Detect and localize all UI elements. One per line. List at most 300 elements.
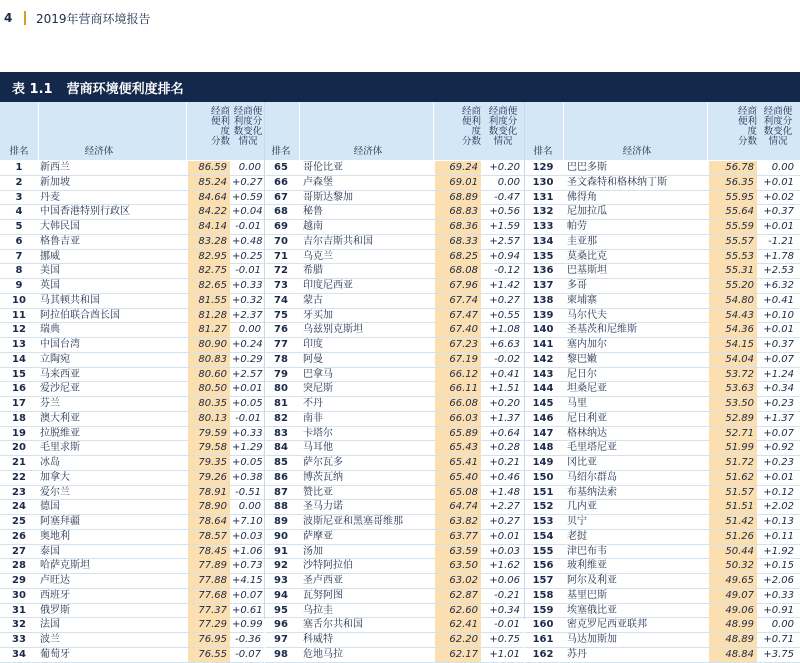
change-cell: +0.61 bbox=[232, 604, 263, 616]
rank-cell: 161 bbox=[532, 634, 554, 645]
economy-cell: 巴基斯坦 bbox=[567, 265, 607, 277]
change-cell: +2.57 bbox=[232, 368, 263, 380]
score-cell: 63.59 bbox=[435, 545, 481, 559]
economy-cell: 黎巴嫩 bbox=[567, 353, 597, 365]
rank-cell: 152 bbox=[532, 501, 554, 513]
rank-cell: 70 bbox=[274, 235, 288, 247]
table-row bbox=[265, 250, 524, 265]
economy-cell: 印度尼西亚 bbox=[303, 280, 353, 291]
table-row bbox=[0, 353, 264, 368]
rank-cell: 33 bbox=[12, 634, 26, 645]
table-row bbox=[265, 264, 524, 279]
score-cell: 56.35 bbox=[709, 176, 757, 190]
change-cell: +2.53 bbox=[763, 265, 794, 277]
score-cell: 77.68 bbox=[188, 589, 230, 603]
rank-cell: 98 bbox=[274, 648, 288, 660]
rank-cell: 88 bbox=[274, 501, 288, 513]
table-title: 营商环境便利度排名 bbox=[66, 81, 184, 97]
score-cell: 53.63 bbox=[709, 382, 757, 396]
score-cell: 67.74 bbox=[435, 294, 481, 308]
economy-cell: 奥地利 bbox=[40, 530, 70, 542]
table-row bbox=[0, 161, 264, 176]
economy-cell: 多哥 bbox=[567, 280, 587, 291]
economy-cell: 乌克兰 bbox=[303, 250, 333, 262]
economy-cell: 加拿大 bbox=[40, 471, 70, 483]
economy-cell: 蒙古 bbox=[303, 294, 323, 306]
table-row bbox=[265, 456, 524, 471]
table-row bbox=[265, 309, 524, 324]
rank-cell: 75 bbox=[274, 309, 288, 321]
economy-cell: 冈比亚 bbox=[567, 457, 597, 468]
rank-cell: 147 bbox=[532, 427, 554, 439]
rank-cell: 146 bbox=[532, 412, 554, 424]
change-cell: +3.75 bbox=[763, 648, 794, 660]
table-rows bbox=[265, 161, 524, 663]
page-number: 4 bbox=[4, 11, 13, 25]
change-cell: -0.12 bbox=[494, 265, 520, 277]
score-cell: 53.72 bbox=[709, 368, 757, 382]
rank-cell: 142 bbox=[532, 353, 554, 365]
economy-cell: 法国 bbox=[40, 619, 60, 631]
score-cell: 51.62 bbox=[709, 471, 757, 485]
score-cell: 68.08 bbox=[435, 264, 481, 278]
economy-cell: 巴拿马 bbox=[303, 368, 333, 380]
change-cell: +0.01 bbox=[763, 176, 794, 188]
economy-cell: 毛里塔尼亚 bbox=[567, 442, 617, 454]
table-row bbox=[265, 412, 524, 427]
rank-cell: 11 bbox=[12, 309, 26, 321]
change-cell: +2.06 bbox=[763, 575, 794, 586]
rank-cell: 150 bbox=[532, 471, 554, 483]
rank-cell: 79 bbox=[274, 368, 288, 380]
economy-cell: 危地马拉 bbox=[303, 648, 343, 660]
rank-cell: 77 bbox=[274, 339, 288, 350]
score-cell: 67.47 bbox=[435, 309, 481, 323]
column-separator bbox=[264, 102, 265, 619]
economy-cell: 葡萄牙 bbox=[40, 648, 70, 660]
rank-cell: 160 bbox=[532, 619, 554, 631]
economy-cell: 尼日利亚 bbox=[567, 412, 607, 424]
change-cell: +0.03 bbox=[489, 545, 520, 557]
change-cell: +0.01 bbox=[763, 324, 794, 336]
score-cell: 66.03 bbox=[435, 412, 481, 426]
economy-cell: 尼加拉瓜 bbox=[567, 206, 607, 218]
change-cell: +0.02 bbox=[763, 191, 794, 203]
table-row bbox=[525, 545, 800, 560]
economy-cell: 马达加斯加 bbox=[567, 634, 617, 645]
economy-cell: 毛里求斯 bbox=[40, 442, 80, 454]
change-cell: +0.33 bbox=[763, 589, 794, 601]
table-row bbox=[525, 604, 800, 619]
change-cell: +0.27 bbox=[489, 516, 520, 527]
change-cell: +1.42 bbox=[489, 280, 520, 291]
rank-cell: 153 bbox=[532, 516, 554, 527]
score-cell: 67.96 bbox=[435, 279, 481, 293]
score-cell: 51.72 bbox=[709, 456, 757, 470]
rank-cell: 144 bbox=[532, 383, 554, 395]
score-cell: 55.20 bbox=[709, 279, 757, 293]
economy-cell: 牙买加 bbox=[303, 309, 333, 321]
table-row bbox=[525, 412, 800, 427]
economy-cell: 尼日尔 bbox=[567, 368, 597, 380]
table-row bbox=[525, 338, 800, 353]
table-row bbox=[265, 574, 524, 589]
ranking-table bbox=[0, 102, 800, 660]
score-cell: 77.37 bbox=[188, 604, 230, 618]
rank-cell: 158 bbox=[532, 589, 554, 601]
change-cell: +0.24 bbox=[232, 339, 263, 350]
change-cell: +0.34 bbox=[763, 383, 794, 395]
economy-cell: 挪威 bbox=[40, 250, 60, 262]
score-cell: 82.75 bbox=[188, 264, 230, 278]
economy-cell: 大韩民国 bbox=[40, 221, 80, 232]
change-cell: +2.02 bbox=[763, 501, 794, 513]
table-column-group bbox=[525, 102, 800, 660]
economy-cell: 圣马力诺 bbox=[303, 501, 343, 513]
economy-cell: 乌拉圭 bbox=[303, 604, 333, 616]
header-change: 经商便 利度分 数变化 情况 bbox=[488, 106, 518, 147]
economy-cell: 芬兰 bbox=[40, 398, 60, 409]
table-rows bbox=[0, 161, 264, 663]
change-cell: +0.48 bbox=[232, 235, 263, 247]
header-change: 经商便 利度分 数变化 情况 bbox=[233, 106, 263, 147]
header-score: 经商 便利 度 分数 bbox=[210, 106, 230, 147]
economy-cell: 阿曼 bbox=[303, 353, 323, 365]
table-row bbox=[0, 618, 264, 633]
change-cell: -0.01 bbox=[235, 221, 261, 232]
economy-cell: 莫桑比克 bbox=[567, 250, 607, 262]
score-cell: 78.57 bbox=[188, 530, 230, 544]
table-row bbox=[265, 589, 524, 604]
table-row bbox=[265, 604, 524, 619]
change-cell: +1.78 bbox=[763, 250, 794, 262]
score-cell: 78.91 bbox=[188, 486, 230, 500]
rank-cell: 72 bbox=[274, 265, 288, 277]
rank-cell: 29 bbox=[12, 575, 26, 586]
rank-cell: 138 bbox=[532, 294, 554, 306]
table-row bbox=[525, 633, 800, 648]
economy-cell: 波兰 bbox=[40, 634, 60, 645]
score-cell: 78.90 bbox=[188, 500, 230, 514]
economy-cell: 突尼斯 bbox=[303, 383, 333, 395]
economy-cell: 埃塞俄比亚 bbox=[567, 604, 617, 616]
score-cell: 55.31 bbox=[709, 264, 757, 278]
table-row bbox=[525, 191, 800, 206]
table-row bbox=[265, 633, 524, 648]
table-row bbox=[265, 235, 524, 250]
change-cell: +0.55 bbox=[489, 309, 520, 321]
score-cell: 53.50 bbox=[709, 397, 757, 411]
rank-cell: 89 bbox=[274, 516, 288, 527]
rank-cell: 22 bbox=[12, 471, 26, 483]
economy-cell: 拉脱维亚 bbox=[40, 427, 80, 439]
table-caption bbox=[0, 72, 800, 102]
economy-cell: 巴巴多斯 bbox=[567, 162, 607, 173]
table-row bbox=[525, 456, 800, 471]
score-cell: 54.43 bbox=[709, 309, 757, 323]
table-row bbox=[0, 500, 264, 515]
rank-cell: 130 bbox=[532, 176, 554, 188]
table-row bbox=[265, 441, 524, 456]
score-cell: 54.36 bbox=[709, 323, 757, 337]
change-cell: +6.32 bbox=[763, 280, 794, 291]
table-row bbox=[265, 220, 524, 235]
change-cell: +0.75 bbox=[489, 634, 520, 645]
score-cell: 48.99 bbox=[709, 618, 757, 632]
change-cell: +1.62 bbox=[489, 560, 520, 572]
score-cell: 78.64 bbox=[188, 515, 230, 529]
table-row bbox=[525, 515, 800, 530]
economy-cell: 德国 bbox=[40, 501, 60, 513]
change-cell: +0.23 bbox=[763, 457, 794, 468]
header-divider bbox=[186, 102, 187, 160]
table-row bbox=[525, 471, 800, 486]
score-cell: 82.95 bbox=[188, 250, 230, 264]
score-cell: 51.26 bbox=[709, 530, 757, 544]
table-row bbox=[525, 382, 800, 397]
rank-cell: 97 bbox=[274, 634, 288, 645]
change-cell: +0.64 bbox=[489, 427, 520, 439]
change-cell: +0.01 bbox=[763, 471, 794, 483]
table-row bbox=[0, 633, 264, 648]
economy-cell: 南非 bbox=[303, 412, 323, 424]
change-cell: +6.63 bbox=[489, 339, 520, 350]
economy-cell: 帕劳 bbox=[567, 221, 587, 232]
table-row bbox=[0, 545, 264, 560]
change-cell: +0.01 bbox=[489, 530, 520, 542]
score-cell: 55.53 bbox=[709, 250, 757, 264]
rank-cell: 132 bbox=[532, 206, 554, 218]
score-cell: 66.12 bbox=[435, 368, 481, 382]
score-cell: 78.45 bbox=[188, 545, 230, 559]
score-cell: 65.89 bbox=[435, 427, 481, 441]
change-cell: -0.01 bbox=[235, 412, 261, 424]
economy-cell: 老挝 bbox=[567, 530, 587, 542]
change-cell: +0.59 bbox=[232, 191, 263, 203]
change-cell: +7.10 bbox=[232, 516, 263, 527]
change-cell: +1.29 bbox=[232, 442, 263, 454]
score-cell: 62.60 bbox=[435, 604, 481, 618]
score-cell: 79.35 bbox=[188, 456, 230, 470]
economy-cell: 泰国 bbox=[40, 545, 60, 557]
change-cell: +0.07 bbox=[763, 427, 794, 439]
change-cell: +0.01 bbox=[232, 383, 263, 395]
economy-cell: 吉尔吉斯共和国 bbox=[303, 235, 373, 247]
change-cell: +1.37 bbox=[763, 412, 794, 424]
table-row bbox=[265, 294, 524, 309]
change-cell: 0.00 bbox=[238, 162, 261, 173]
table-number: 表 1.1 bbox=[12, 81, 53, 97]
table-row bbox=[265, 545, 524, 560]
economy-cell: 立陶宛 bbox=[40, 353, 70, 365]
change-cell: +0.33 bbox=[232, 427, 263, 439]
rank-cell: 32 bbox=[12, 619, 26, 631]
score-cell: 76.95 bbox=[188, 633, 230, 647]
economy-cell: 丹麦 bbox=[40, 191, 60, 203]
score-cell: 80.83 bbox=[188, 353, 230, 367]
table-row bbox=[265, 279, 524, 294]
table-row bbox=[0, 294, 264, 309]
score-cell: 55.64 bbox=[709, 205, 757, 219]
economy-cell: 爱尔兰 bbox=[40, 486, 70, 498]
rank-cell: 129 bbox=[532, 162, 554, 173]
score-cell: 49.06 bbox=[709, 604, 757, 618]
table-row bbox=[265, 515, 524, 530]
table-row bbox=[0, 191, 264, 206]
table-row bbox=[265, 161, 524, 176]
change-cell: +0.73 bbox=[232, 560, 263, 572]
table-row bbox=[525, 441, 800, 456]
change-cell: 0.00 bbox=[238, 324, 261, 336]
table-rows bbox=[525, 161, 800, 663]
change-cell: +2.27 bbox=[489, 501, 520, 513]
change-cell: 0.00 bbox=[771, 619, 794, 631]
rank-cell: 86 bbox=[274, 471, 288, 483]
table-column-group bbox=[0, 102, 264, 660]
table-row bbox=[265, 500, 524, 515]
economy-cell: 俄罗斯 bbox=[40, 604, 70, 616]
rank-cell: 10 bbox=[12, 294, 26, 306]
change-cell: +1.06 bbox=[232, 545, 263, 557]
economy-cell: 圣卢西亚 bbox=[303, 575, 343, 586]
economy-cell: 希腊 bbox=[303, 265, 323, 277]
rank-cell: 23 bbox=[12, 486, 26, 498]
economy-cell: 科威特 bbox=[303, 634, 333, 645]
change-cell: +0.38 bbox=[232, 471, 263, 483]
change-cell: +0.32 bbox=[232, 294, 263, 306]
change-cell: +0.33 bbox=[232, 280, 263, 291]
economy-cell: 阿塞拜疆 bbox=[40, 516, 80, 527]
change-cell: +0.11 bbox=[763, 530, 794, 542]
score-cell: 50.32 bbox=[709, 559, 757, 573]
economy-cell: 澳大利亚 bbox=[40, 412, 80, 424]
table-row bbox=[0, 604, 264, 619]
score-cell: 77.89 bbox=[188, 559, 230, 573]
table-row bbox=[265, 191, 524, 206]
change-cell: +0.21 bbox=[489, 457, 520, 468]
running-head-divider bbox=[24, 11, 26, 25]
rank-cell: 154 bbox=[532, 530, 554, 542]
economy-cell: 哈萨克斯坦 bbox=[40, 560, 90, 572]
table-row bbox=[265, 530, 524, 545]
rank-cell: 145 bbox=[532, 398, 554, 409]
column-separator bbox=[524, 102, 525, 619]
table-row bbox=[525, 309, 800, 324]
rank-cell: 66 bbox=[274, 176, 288, 188]
score-cell: 84.14 bbox=[188, 220, 230, 234]
change-cell: +1.24 bbox=[763, 368, 794, 380]
rank-cell: 85 bbox=[274, 457, 288, 468]
rank-cell: 134 bbox=[532, 235, 554, 247]
change-cell: +0.23 bbox=[763, 398, 794, 409]
score-cell: 80.13 bbox=[188, 412, 230, 426]
economy-cell: 坦桑尼亚 bbox=[567, 383, 607, 395]
economy-cell: 贝宁 bbox=[567, 516, 587, 527]
economy-cell: 卡塔尔 bbox=[303, 427, 333, 439]
change-cell: +1.01 bbox=[489, 648, 520, 660]
rank-cell: 78 bbox=[274, 353, 288, 365]
economy-cell: 中国台湾 bbox=[40, 339, 80, 350]
table-row bbox=[0, 235, 264, 250]
rank-cell: 17 bbox=[12, 398, 26, 409]
header-divider bbox=[38, 102, 39, 160]
table-header bbox=[265, 102, 524, 160]
rank-cell: 28 bbox=[12, 560, 26, 572]
change-cell: 0.00 bbox=[238, 501, 261, 513]
table-row bbox=[0, 456, 264, 471]
table-row bbox=[525, 220, 800, 235]
rank-cell: 156 bbox=[532, 560, 554, 572]
running-head-title: 2019年营商环境报告 bbox=[36, 11, 151, 26]
change-cell: +0.34 bbox=[489, 604, 520, 616]
rank-cell: 95 bbox=[274, 604, 288, 616]
economy-cell: 基里巴斯 bbox=[567, 589, 607, 601]
score-cell: 67.40 bbox=[435, 323, 481, 337]
table-row bbox=[0, 368, 264, 383]
table-row bbox=[0, 382, 264, 397]
change-cell: +0.41 bbox=[763, 294, 794, 306]
rank-cell: 71 bbox=[274, 250, 288, 262]
score-cell: 77.88 bbox=[188, 574, 230, 588]
score-cell: 62.87 bbox=[435, 589, 481, 603]
score-cell: 54.04 bbox=[709, 353, 757, 367]
score-cell: 65.41 bbox=[435, 456, 481, 470]
table-row bbox=[525, 559, 800, 574]
table-row bbox=[525, 161, 800, 176]
score-cell: 55.59 bbox=[709, 220, 757, 234]
rank-cell: 24 bbox=[12, 501, 26, 513]
rank-cell: 14 bbox=[12, 353, 26, 365]
change-cell: +0.12 bbox=[763, 486, 794, 498]
rank-cell: 137 bbox=[532, 280, 554, 291]
table-row bbox=[0, 220, 264, 235]
score-cell: 79.59 bbox=[188, 427, 230, 441]
rank-cell: 93 bbox=[274, 575, 288, 586]
rank-cell: 34 bbox=[12, 648, 26, 660]
table-row bbox=[265, 559, 524, 574]
change-cell: +4.15 bbox=[232, 575, 263, 586]
table-row bbox=[0, 338, 264, 353]
score-cell: 80.50 bbox=[188, 382, 230, 396]
rank-cell: 18 bbox=[12, 412, 26, 424]
change-cell: +0.03 bbox=[232, 530, 263, 542]
rank-cell: 94 bbox=[274, 589, 288, 601]
rank-cell: 157 bbox=[532, 575, 554, 586]
table-row bbox=[525, 176, 800, 191]
economy-cell: 布基纳法索 bbox=[567, 486, 617, 498]
score-cell: 52.89 bbox=[709, 412, 757, 426]
score-cell: 63.50 bbox=[435, 559, 481, 573]
rank-cell: 136 bbox=[532, 265, 554, 277]
change-cell: +0.05 bbox=[232, 457, 263, 468]
table-row bbox=[0, 264, 264, 279]
change-cell: +1.51 bbox=[489, 383, 520, 395]
score-cell: 83.28 bbox=[188, 235, 230, 249]
change-cell: +0.01 bbox=[763, 221, 794, 232]
change-cell: +1.59 bbox=[489, 221, 520, 232]
economy-cell: 几内亚 bbox=[567, 501, 597, 513]
rank-cell: 7 bbox=[15, 250, 23, 262]
change-cell: +1.08 bbox=[489, 324, 520, 336]
rank-cell: 80 bbox=[274, 383, 288, 395]
change-cell: +0.15 bbox=[763, 560, 794, 572]
score-cell: 79.58 bbox=[188, 441, 230, 455]
score-cell: 51.42 bbox=[709, 515, 757, 529]
table-row bbox=[0, 589, 264, 604]
table-header bbox=[0, 102, 264, 160]
table-row bbox=[0, 486, 264, 501]
table-row bbox=[0, 323, 264, 338]
